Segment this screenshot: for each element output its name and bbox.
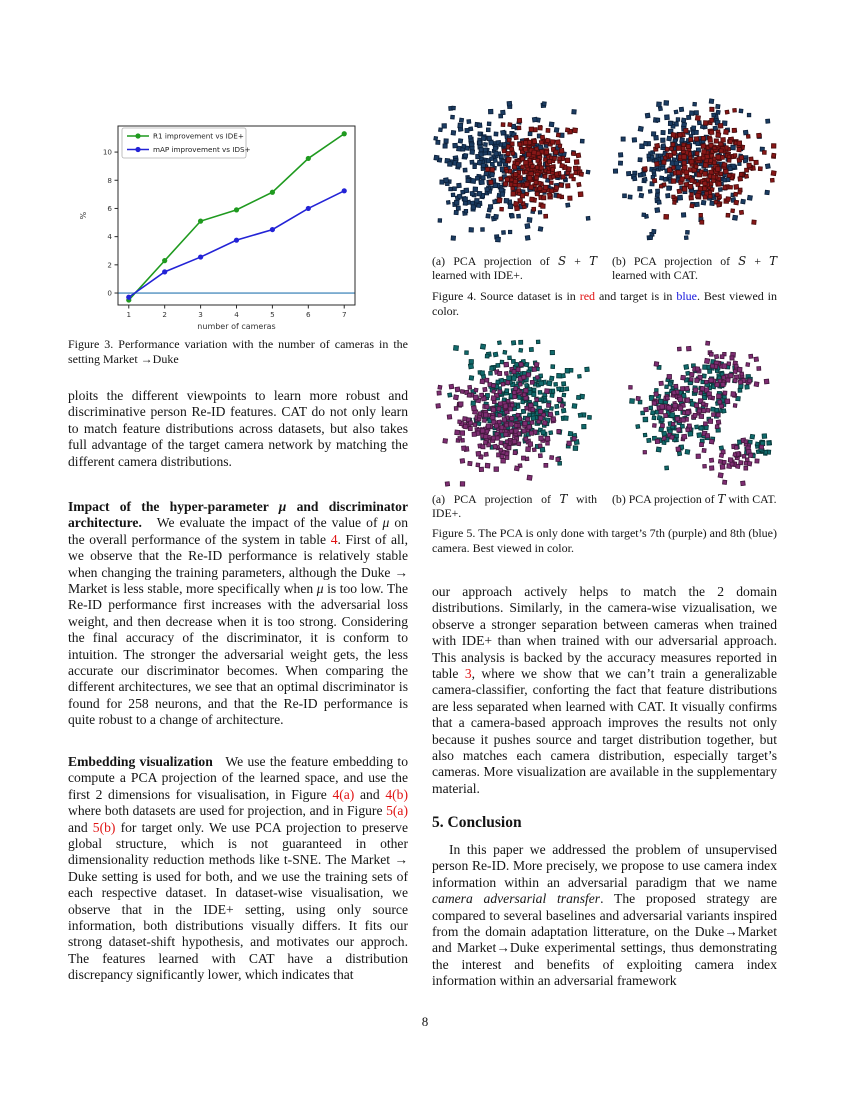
text-segment: . The proposed strategy are compared to several baselines and adversarial variants inspired from the domain adaptation litterature, on the Duke→Market and Market→Duke experimental settings, thus demonstrating the interest and benefits of exploiting camera index information within an adversarial framework [432, 891, 778, 989]
text-segment: + [746, 254, 770, 268]
figure5a-scatter [432, 337, 597, 490]
text-segment: Impact of the hyper-parameter [68, 499, 279, 514]
svg-text:7: 7 [341, 310, 347, 319]
svg-text:10: 10 [102, 147, 112, 157]
text-segment: Embedding visualization [68, 754, 213, 769]
text-segment: Figure 4. Source dataset is in [432, 289, 580, 303]
text-segment: (b) PCA projection of [612, 254, 739, 268]
text-segment: T [769, 254, 777, 268]
text-segment: T [559, 492, 568, 506]
text-segment: μ [278, 499, 287, 514]
svg-text:0: 0 [107, 288, 112, 298]
text-segment: on the overall performance of the system in table [68, 515, 409, 547]
text-segment: We evaluate the impact of the value of [141, 515, 383, 531]
text-segment: We use the feature embedding to compute a PCA projection of the learned space, and use the first 2 dimensions for visualisation, in Figure [68, 754, 409, 802]
text-segment: and target is in [595, 289, 677, 303]
text-segment: is too low. The Re-ID performance first increases with the adversarial loss weight, and then decrease when it is too strong. Considering the final accuracy of the discriminator, it is conform to intuition. The stronger the adversarial weight gets, the less accurate our discriminator becomes. When comparing the different architectures, we see that an optimal discriminator is found for 258 neurons, and that the Re-ID performance is quite robust to a change of architecture. [68, 581, 408, 728]
left-paragraph-1 [68, 388, 408, 470]
text-segment: . Best viewed in color. [432, 289, 778, 318]
text-segment: Figure 3. Performance variation with the number of cameras in the setting Market →Duke [68, 337, 408, 366]
left-paragraph-impact [68, 499, 408, 729]
reference-link[interactable]: 5(b) [92, 819, 116, 835]
text-segment: with CAT. [725, 492, 777, 506]
text-segment: and [68, 819, 93, 835]
text-segment: camera adversarial transfer [432, 891, 601, 907]
svg-text:2: 2 [107, 260, 112, 270]
svg-text:mAP improvement vs IDS+: mAP improvement vs IDS+ [153, 145, 251, 155]
svg-text:number of cameras: number of cameras [197, 322, 276, 331]
figure3-caption [68, 337, 408, 367]
figure4b-scatter [612, 96, 777, 251]
text-segment: S [738, 254, 747, 268]
text-segment: (b) PCA projection of [612, 492, 718, 506]
text-segment: . First of all, we observe that the Re-ID performance is relatively stable when changing the training parameters, although the Duke → Market is less stable, more specifically when [68, 531, 408, 597]
text-segment: T [717, 492, 726, 506]
conclusion-heading: 5. Conclusion [432, 814, 522, 831]
svg-text:2: 2 [162, 310, 167, 319]
svg-text:%: % [79, 211, 88, 220]
svg-text:8: 8 [107, 175, 112, 185]
text-segment: (a) PCA projection of [432, 254, 558, 268]
reference-link[interactable]: 5(a) [386, 803, 408, 819]
conclusion-paragraph [432, 842, 777, 990]
svg-text:1: 1 [126, 310, 132, 319]
text-segment: T [589, 254, 597, 268]
figure5b-subcaption [612, 492, 777, 506]
text-segment: μ [382, 515, 390, 531]
right-paragraph-1 [432, 584, 777, 797]
svg-text:6: 6 [306, 310, 311, 319]
figure4b-subcaption [612, 254, 777, 282]
text-segment: ploits the different viewpoints to learn more robust and discriminative person Re-ID features. CAT do not only learn to match feature distributions across datasets, but also takes full advantage of the target camera network by matching the different camera distributions. [68, 388, 408, 469]
figure4a-scatter [432, 96, 597, 251]
reference-link[interactable]: 4(b) [385, 786, 408, 802]
reference-link[interactable]: 4 [330, 531, 338, 547]
reference-link[interactable]: red [579, 289, 596, 303]
svg-text:4: 4 [107, 232, 112, 242]
text-segment: our approach actively helps to match the 2 domain distributions. Similarly, in the camera-wise vizualisation, we observe a stronger separation between cameras when trained with IDE+ than when trained with our adversarial approach. This analysis is backed by the accuracy measures reported in table [432, 584, 777, 682]
figure4a-subcaption [432, 254, 597, 282]
svg-text:3: 3 [198, 310, 203, 319]
text-segment: Figure 5. The PCA is only done with target’s 7th (purple) and 8th (blue) camera. Best viewed in color. [432, 526, 777, 555]
text-segment: learned with CAT. [612, 268, 698, 283]
figure4-caption [432, 289, 777, 319]
text-segment: and [354, 786, 386, 802]
text-segment: with IDE+. [432, 492, 597, 521]
text-segment: In this paper we addressed the problem of unsupervised person Re-ID. More precisely, we propose to use camera index information within an adversarial paradigm that we name [432, 842, 777, 890]
text-segment: μ [316, 581, 324, 597]
text-segment: (a) PCA projection of [432, 492, 560, 506]
reference-link[interactable]: 3 [464, 666, 472, 682]
text-segment: S [557, 254, 567, 268]
figure3-line-chart [70, 112, 410, 335]
text-segment: , where we show that we can’t train a generalizable camera-classifier, conforting the fact that feature distributions are less separated when learned with CAT. It visually confirms that a camera-based approach improves the results not only because it pushes source and target distribution together, but also matches each camera distribution, especially target’s cameras. More visualization are available in the supplementary material. [432, 666, 777, 796]
reference-link[interactable]: 4(a) [332, 786, 355, 802]
figure5a-subcaption [432, 492, 597, 520]
text-segment: learned with IDE+. [432, 268, 523, 283]
page-number: 8 [421, 1014, 429, 1029]
svg-text:6: 6 [107, 204, 112, 214]
left-paragraph-embedding [68, 754, 408, 984]
svg-text:5: 5 [270, 310, 275, 319]
text-segment: + [566, 254, 590, 268]
figure5-caption [432, 526, 777, 556]
figure5b-scatter [612, 337, 777, 490]
svg-text:R1 improvement vs IDE+: R1 improvement vs IDE+ [153, 131, 244, 141]
text-segment: for target only. We use PCA projection to preserve global structure, which is not guaranteed in other dimensionality reduction methods like t-SNE. The Market → Duke setting is used for both, and we use the training sets of each respective dataset. In dataset-wise visualisation, we observe that in the IDE+ setting, using only source information, both distributions visually differs. It fits our strong dataset-shift hypothesis, and motivates our approch. The features learned with CAT have a distribution discrepancy significantly lower, which indicates that [68, 819, 409, 983]
text-segment: where both datasets are used for projection, and in Figure [68, 803, 387, 819]
colored-word: blue [676, 289, 697, 303]
svg-text:4: 4 [234, 310, 239, 319]
text-segment: and discriminator architecture. [68, 499, 408, 531]
